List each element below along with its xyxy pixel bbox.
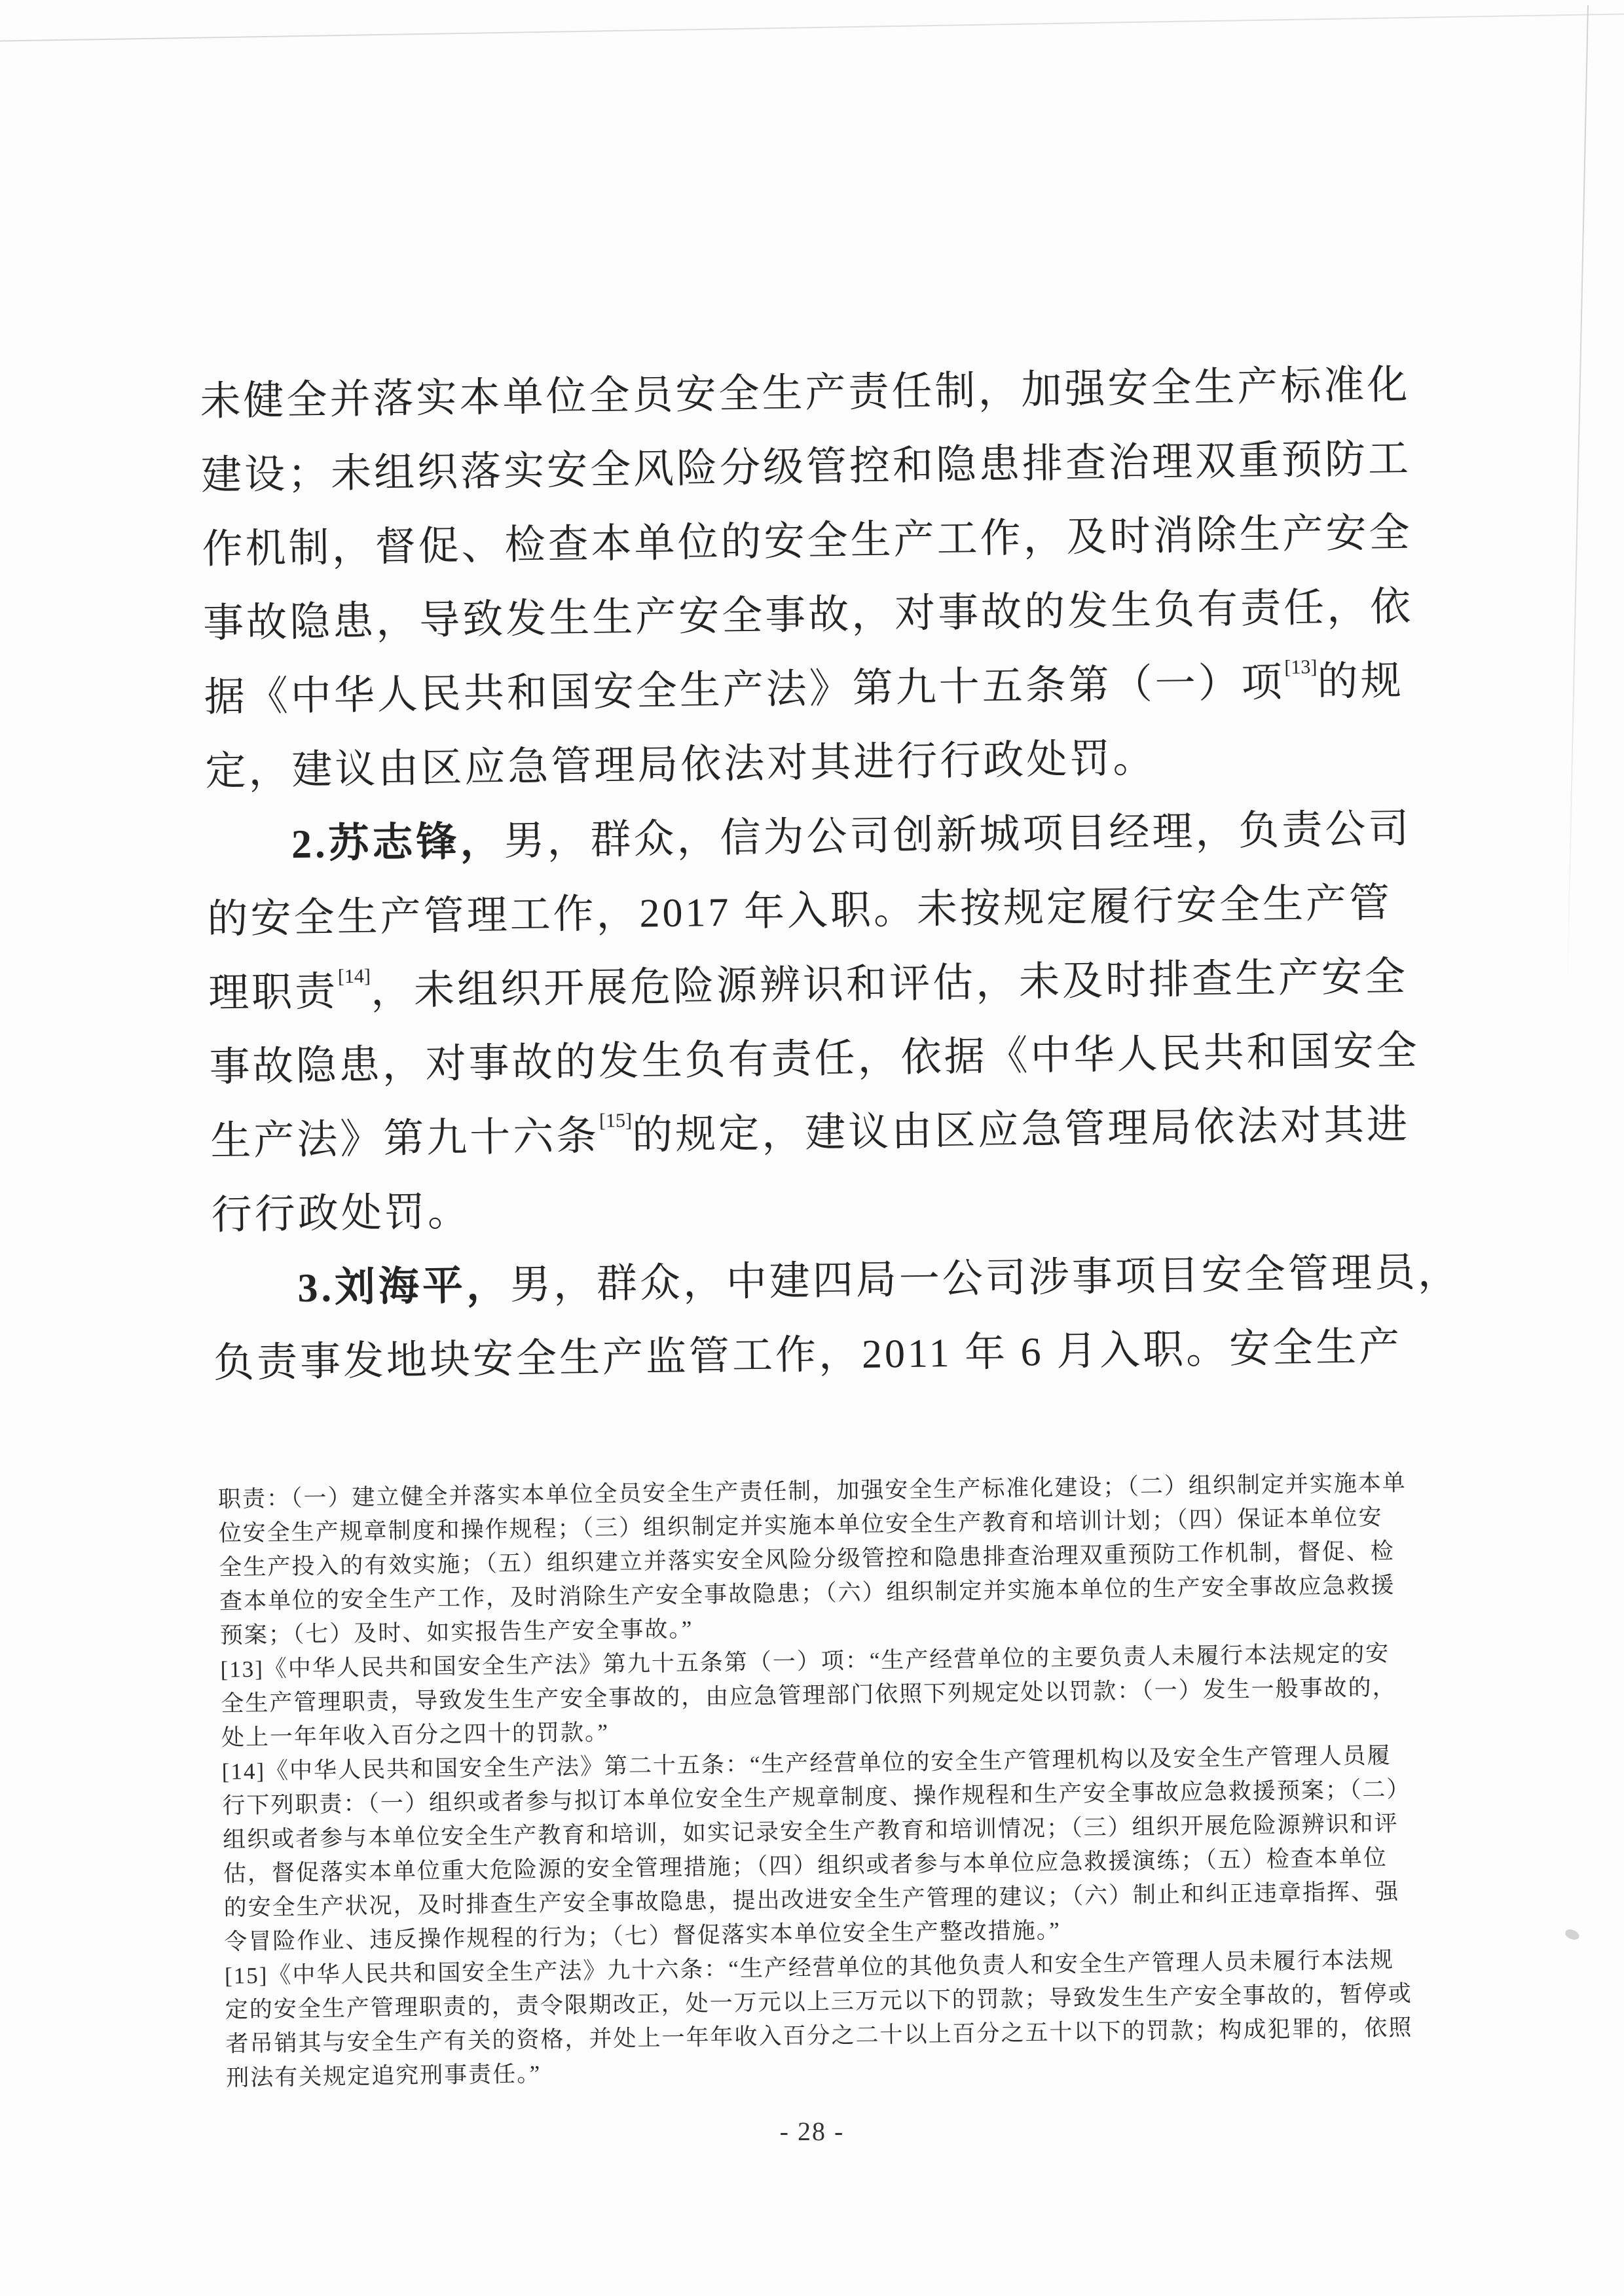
body-line-text: 建设；未组织落实安全风险分级管控和隐患排查治理双重预防工	[200, 437, 1412, 498]
body-line-text: 负责事发地块安全生产监管工作，2011 年 6 月入职。安全生产	[213, 1324, 1403, 1386]
body-line-text: ，未组织开展危险源辨识和评估，未及时排查生产安全	[370, 955, 1409, 1014]
footnote-text: 全生产投入的有效实施；（五）组织建立并落实安全风险分级管控和隐患排查治理双重预防工作机制，督促、检	[219, 1538, 1395, 1580]
footnotes-block	[218, 1466, 1445, 2096]
footnote-text: [14]《中华人民共和国安全生产法》第二十五条：“生产经营单位的安全生产管理机构以及安全生产管理人员履	[221, 1742, 1392, 1785]
footnote-text: [13]《中华人民共和国安全生产法》第九十五条第（一）项：“生产经营单位的主要负责人未履行本法规定的安	[220, 1640, 1390, 1683]
body-line-text: 的规	[1317, 659, 1405, 705]
body-line-text: 据《中华人民共和国安全生产法》第九十五条第（一）项	[204, 660, 1285, 720]
footnote-text: 查本单位的安全生产工作，及时消除生产安全事故隐患；（六）组织制定并实施本单位的生产安全事故应急救援	[219, 1572, 1395, 1614]
footnote-text: 刑法有关规定追究刑事责任。”	[226, 2060, 542, 2091]
body-line-text: 事故隐患，导致发生生产安全事故，对事故的发生负有责任，依	[202, 585, 1414, 646]
body-text	[200, 348, 1462, 1401]
body-line-text: 男，群众，信为公司创新城项目经理，负责公司	[504, 807, 1412, 864]
footnote-ref-15: [15]	[599, 1109, 633, 1132]
body-line-text: 行行政处罚。	[211, 1190, 471, 1238]
footnote-text: 预案；（七）及时、如实报告生产安全事故。”	[219, 1616, 693, 1649]
body-line-text: 作机制，督促、检查本单位的安全生产工作，及时消除生产安全	[202, 511, 1413, 572]
footnote-text: 行下列职责：（一）组织或者参与拟订本单位安全生产规章制度、操作规程和生产安全事故应急救援预案；（二）	[222, 1776, 1411, 1819]
footnote-text: 职责：（一）建立健全并落实本单位全员安全生产责任制，加强安全生产标准化建设；（二）组织制定并实施本单	[217, 1470, 1407, 1512]
footnote-text: 位安全生产规章制度和操作规程；（三）组织制定并实施本单位安全生产教育和培训计划；（四）保证本单位安	[218, 1504, 1383, 1546]
footnote-ref-13: [13]	[1284, 656, 1318, 678]
body-line-text: 理职责	[208, 970, 339, 1016]
footnote-text: 处上一年年收入百分之四十的罚款。”	[221, 1719, 610, 1751]
body-line-text: 的安全生产管理工作，2017 年入职。未按规定履行安全生产管	[207, 881, 1393, 942]
body-line-text: 未健全并落实本单位全员安全生产责任制，加强安全生产标准化	[200, 363, 1411, 424]
footnote-text: 的安全生产状况，及时排查生产安全事故隐患，提出改进安全生产管理的建议；（六）制止和纠正违章指挥、强	[223, 1878, 1400, 1921]
body-line-text: 的规定，建议由区应急管理局依法对其进	[631, 1102, 1411, 1158]
footnote-text: 定的安全生产管理职责的，责令限期改正，处一万元以上三万元以下的罚款；导致发生生产安全事故的，暂停或	[225, 1980, 1412, 2023]
person-name-su-zhifeng: 2.苏志锋，	[291, 819, 504, 867]
footnote-text: 估，督促落实本单位重大危险源的安全管理措施；（四）组织或者参与本单位应急救援演练；（五）检查本单位	[223, 1844, 1388, 1887]
footnote-text: 组织或者参与本单位安全生产教育和培训，如实记录安全生产教育和培训情况；（三）组织开展危险源辨识和评	[222, 1810, 1399, 1853]
body-line-text: 事故隐患，对事故的发生负有责任，依据《中华人民共和国安全	[209, 1029, 1420, 1090]
footnote-text: 令冒险作业、违反操作规程的行为；（七）督促落实本单位安全生产整改措施。”	[224, 1917, 1061, 1955]
footnote-ref-14: [14]	[337, 965, 371, 988]
footnote-text: [15]《中华人民共和国安全生产法》九十六条：“生产经营单位的其他负责人和安全生产管理人员未履行本法规	[224, 1946, 1395, 1989]
footnote-text: 全生产管理职责，导致发生生产安全事故的，由应急管理部门依照下列规定处以罚款：（一）发生一般事故的，	[221, 1674, 1397, 1717]
body-line-text: 生产法》第九十六条	[210, 1114, 600, 1164]
person-name-liu-haiping: 3.刘海平，	[297, 1263, 511, 1311]
footnote-text: 者吊销其与安全生产有关的资格，并处上一年年收入百分之二十以上百分之五十以下的罚款；构成犯罪的，依照	[225, 2014, 1413, 2057]
page-number: - 28 -	[779, 2117, 845, 2146]
body-line-text: 定，建议由区应急管理局依法对其进行行政处罚。	[204, 736, 1156, 794]
body-line-text: 男，群众，中建四局一公司涉事项目安全管理员，	[509, 1250, 1462, 1308]
